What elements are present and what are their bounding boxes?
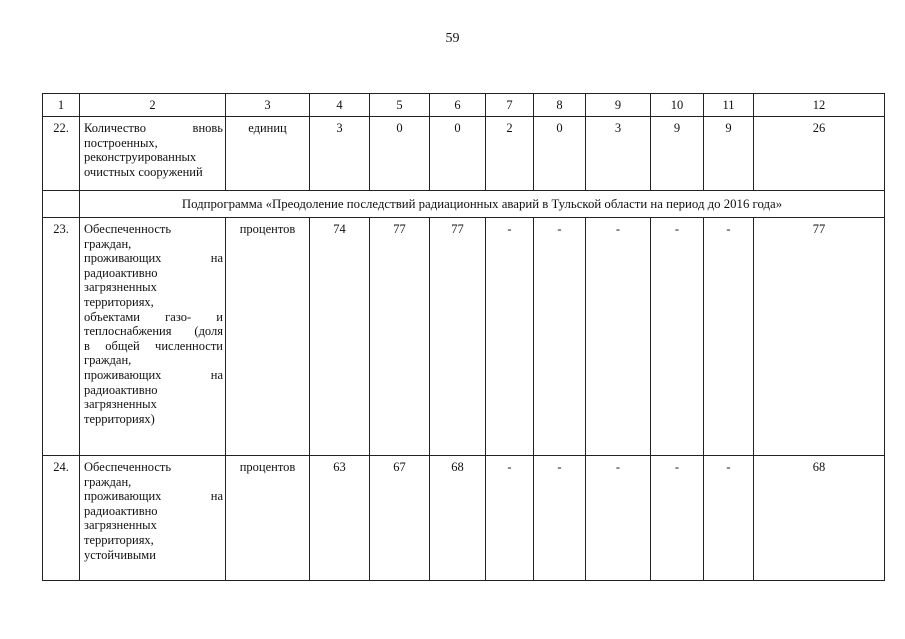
value-col-10: - <box>651 456 704 581</box>
table-row <box>43 218 885 456</box>
header-cell-6: 6 <box>430 94 486 117</box>
header-cell-2: 2 <box>80 94 226 117</box>
value-col-6: 68 <box>430 456 486 581</box>
value-col-10: 9 <box>651 117 704 191</box>
indicator-name-line: Обеспеченность <box>84 222 172 236</box>
header-cell-5: 5 <box>370 94 430 117</box>
header-cell-1: 1 <box>43 94 80 117</box>
table-row <box>43 456 885 581</box>
unit-of-measure: единиц <box>226 117 310 191</box>
unit-of-measure: процентов <box>226 456 310 581</box>
indicator-name-line: граждан, <box>84 236 132 251</box>
header-cell-10: 10 <box>651 94 704 117</box>
row-number: 24. <box>43 456 80 581</box>
indicator-name-line: радиоактивно <box>84 265 158 280</box>
indicator-name-line: граждан, <box>84 474 132 489</box>
value-col-11: - <box>704 218 754 456</box>
subprogram-title: Подпрограмма «Преодоление последствий радиационных аварий в Тульской области на период до 2016 года» <box>80 191 885 218</box>
value-col-10: - <box>651 218 704 456</box>
indicator-name-line: радиоактивно <box>84 503 158 518</box>
indicator-name-line: очистных сооружений <box>84 164 203 179</box>
table-row <box>43 117 885 191</box>
table-header-row <box>43 94 885 117</box>
header-cell-4: 4 <box>310 94 370 117</box>
indicator-name-line: загрязненных <box>84 397 157 412</box>
header-cell-8: 8 <box>534 94 586 117</box>
indicator-name-line: загрязненных <box>84 518 157 533</box>
header-cell-3: 3 <box>226 94 310 117</box>
indicator-name-line: объектами газо- и <box>84 309 223 324</box>
header-cell-11: 11 <box>704 94 754 117</box>
indicator-name-line: устойчивыми <box>84 547 156 562</box>
indicator-name-line: радиоактивно <box>84 382 158 397</box>
value-col-8: - <box>534 218 586 456</box>
indicator-name <box>80 456 226 581</box>
indicator-name-line: построенных, <box>84 135 158 150</box>
value-col-7: - <box>486 218 534 456</box>
subprogram-row <box>43 191 885 218</box>
row-number: 23. <box>43 218 80 456</box>
value-col-4: 63 <box>310 456 370 581</box>
row-number: 22. <box>43 117 80 191</box>
indicator-name-line: реконструированных <box>84 150 197 165</box>
page-number: 59 <box>445 31 460 46</box>
indicator-name-line: территориях, <box>84 532 154 547</box>
indicator-name-line: граждан, <box>84 353 132 368</box>
value-col-12: 26 <box>754 117 885 191</box>
indicator-name <box>80 117 226 191</box>
value-col-11: 9 <box>704 117 754 191</box>
value-col-8: - <box>534 456 586 581</box>
indicator-name-line: Обеспеченность <box>84 460 172 474</box>
indicator-name-line: в общей численности <box>84 338 223 353</box>
value-col-8: 0 <box>534 117 586 191</box>
header-cell-12: 12 <box>754 94 885 117</box>
value-col-5: 77 <box>370 218 430 456</box>
indicators-table <box>42 93 885 581</box>
value-col-7: - <box>486 456 534 581</box>
value-col-7: 2 <box>486 117 534 191</box>
header-cell-9: 9 <box>586 94 651 117</box>
indicator-name-line: проживающих на <box>84 251 223 266</box>
value-col-5: 0 <box>370 117 430 191</box>
value-col-4: 74 <box>310 218 370 456</box>
indicator-name-line: загрязненных <box>84 280 157 295</box>
indicator-name-line: проживающих на <box>84 489 223 504</box>
value-col-9: - <box>586 456 651 581</box>
indicator-name <box>80 218 226 456</box>
indicator-name-line: территориях, <box>84 294 154 309</box>
header-cell-7: 7 <box>486 94 534 117</box>
indicator-name-line: Количество вновь <box>84 121 223 135</box>
subprogram-blank-cell <box>43 191 80 218</box>
indicator-name-line: проживающих на <box>84 367 223 382</box>
value-col-9: - <box>586 218 651 456</box>
indicator-name-line: территориях) <box>84 411 155 426</box>
value-col-12: 77 <box>754 218 885 456</box>
indicator-name-line: теплоснабжения (доля <box>84 324 223 339</box>
unit-of-measure: процентов <box>226 218 310 456</box>
value-col-6: 77 <box>430 218 486 456</box>
value-col-11: - <box>704 456 754 581</box>
value-col-9: 3 <box>586 117 651 191</box>
value-col-4: 3 <box>310 117 370 191</box>
value-col-5: 67 <box>370 456 430 581</box>
value-col-6: 0 <box>430 117 486 191</box>
value-col-12: 68 <box>754 456 885 581</box>
